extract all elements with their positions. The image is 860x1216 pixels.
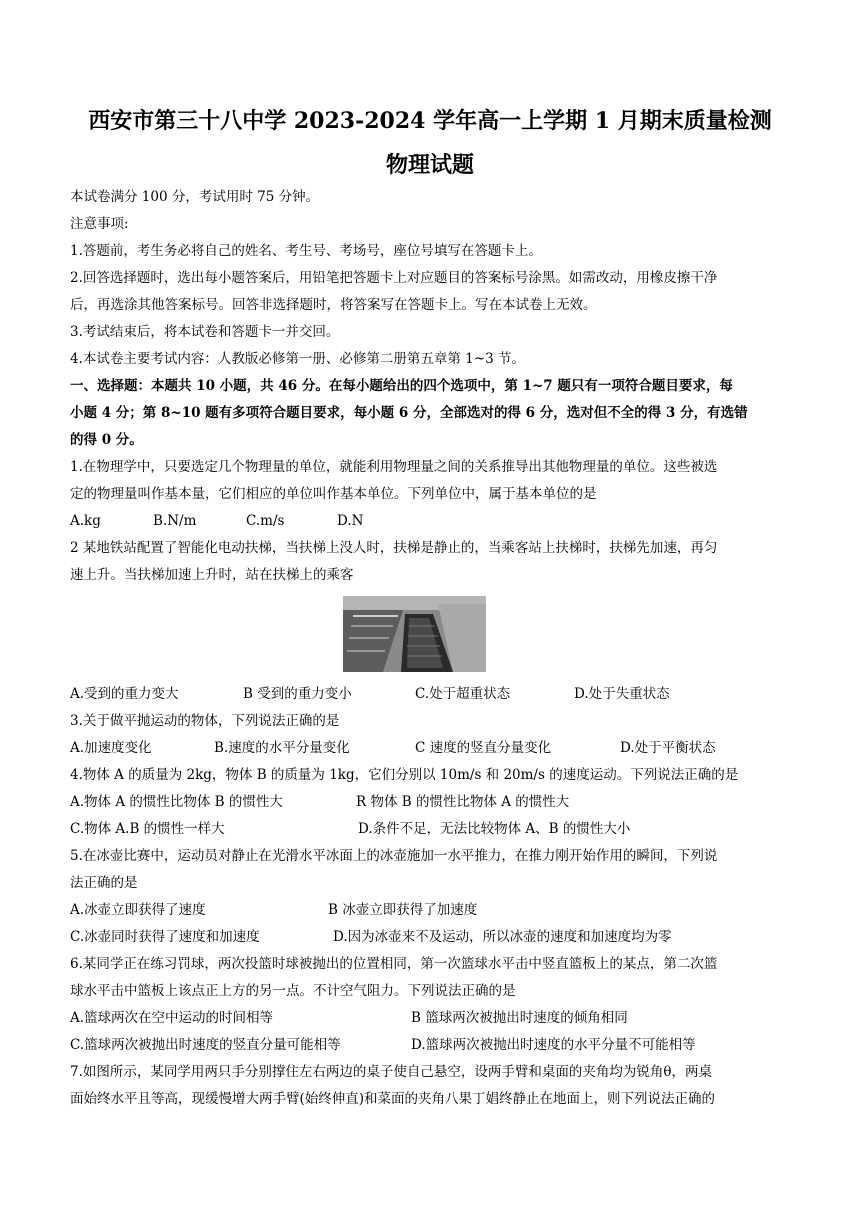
notice-line: 2.回答选择题时，选出每小题答案后，用铅笔把答题卡上对应题目的答案标号涂黑。如需改动，用橡皮擦干净: [70, 270, 718, 286]
question-text: 面始终水平且等高，现缓慢增大两手臂(始终伸直)和菜面的夹角八果丁娼终静止在地面上，则下列说法正确的: [70, 1091, 716, 1107]
option-b: B.速度的水平分量变化: [214, 740, 350, 756]
notice-heading: 注意事项:: [70, 216, 129, 232]
option-c: C.冰壶同时获得了速度和加速度: [70, 929, 260, 945]
question-text: 2 某地铁站配置了智能化电动扶梯，当扶梯上没人时，扶梯是静止的，当乘客站上扶梯时，扶梯先加速，再匀: [70, 540, 718, 556]
page-subtitle: 物理试题: [385, 152, 474, 178]
question-text: 3.关于做平抛运动的物体，下列说法正确的是: [70, 713, 340, 729]
section-heading: 小题 4 分；第 8~10 题有多项符合题目要求，每小题 6 分，全部选对的得 6 分，选对但不全的得 3 分，有选错: [70, 405, 748, 421]
option-a: A.篮球两次在空中运动的时间相等: [70, 1010, 274, 1026]
option-c: C 速度的竖直分量变化: [415, 740, 552, 756]
section-heading: 一、选择题：本题共 10 小题，共 46 分。在每小题给出的四个选项中，第 1~7 题只有一项符合题目要求，每: [70, 378, 733, 394]
option-d: D.条件不足，无法比较物体 A、B 的惯性大小: [358, 821, 631, 837]
option-b: B 受到的重力变小: [243, 686, 352, 702]
escalator-photo: [343, 596, 486, 672]
option-a: A.受到的重力变大: [70, 686, 179, 702]
question-text: 速上升。当扶梯加速上升时，站在扶梯上的乘客: [70, 567, 354, 583]
notice-line: 4.本试卷主要考试内容：人教版必修第一册、必修第二册第五章第 1~3 节。: [70, 351, 525, 367]
section-heading: 的得 0 分。: [70, 432, 143, 448]
question-text: 法正确的是: [70, 875, 138, 891]
question-text: 4.物体 A 的质量为 2kg，物体 B 的质量为 1kg，它们分别以 10m/s 和 20m/s 的速度运动。下列说法正确的是: [70, 767, 739, 783]
option-b: R 物体 B 的惯性比物体 A 的惯性大: [356, 794, 570, 810]
notice-line: 1.答题前，考生务必将自己的姓名、考生号、考场号，座位号填写在答题卡上。: [70, 243, 542, 259]
option-b: B.N/m: [153, 513, 197, 529]
notice-line: 后，再选涂其他答案标号。回答非选择题时，将答案写在答题卡上。写在本试卷上无效。: [70, 297, 597, 313]
option-b: B 篮球两次被抛出时速度的倾角相同: [411, 1010, 628, 1026]
option-d: D.处于平衡状态: [620, 740, 716, 756]
option-c: C.m/s: [246, 513, 285, 529]
question-text: 6.某同学正在练习罚球，两次投篮时球被抛出的位置相同，第一次篮球水平击中竖直篮板上的某点，第二次篮: [70, 956, 718, 972]
option-a: A.kg: [70, 513, 101, 529]
option-c: C.处于超重状态: [415, 686, 511, 702]
option-d: D.处于失重状态: [574, 686, 670, 702]
intro-text: 本试卷满分 100 分，考试用时 75 分钟。: [70, 189, 320, 205]
option-b: B 冰壶立即获得了加速度: [328, 902, 478, 918]
question-text: 定的物理量叫作基本量，它们相应的单位叫作基本单位。下列单位中，属于基本单位的是: [70, 486, 597, 502]
option-c: C.篮球两次被抛出时速度的竖直分量可能相等: [70, 1037, 341, 1053]
page-title: 西安市第三十八中学 2023-2024 学年高一上学期 1 月期末质量检测: [88, 108, 772, 134]
option-a: A.加速度变化: [70, 740, 152, 756]
option-d: D.因为冰壶来不及运动，所以冰壶的速度和加速度均为零: [333, 929, 672, 945]
option-a: A.冰壶立即获得了速度: [70, 902, 206, 918]
question-text: 7.如图所示，某同学用两只手分别撑住左右两边的桌子使自己悬空，设两手臂和桌面的夹角均为锐角θ，两桌: [70, 1064, 713, 1080]
question-text: 1.在物理学中，只要选定几个物理量的单位，就能利用物理量之间的关系推导出其他物理量的单位。这些被选: [70, 459, 718, 475]
option-a: A.物体 A 的惯性比物体 B 的惯性大: [70, 794, 283, 810]
option-d: D.篮球两次被抛出时速度的水平分量不可能相等: [411, 1037, 696, 1053]
question-text: 5.在冰壶比赛中，运动员对静止在光滑水平冰面上的冰壶施加一水平推力，在推力刚开始作用的瞬间，下列说: [70, 848, 718, 864]
question-text: 球水平击中篮板上该点正上方的另一点。不计空气阻力。下列说法正确的是: [70, 983, 516, 999]
notice-line: 3.考试结束后，将本试卷和答题卡一并交回。: [70, 324, 340, 340]
option-c: C.物体 A.B 的惯性一样大: [70, 821, 225, 837]
option-d: D.N: [337, 513, 364, 529]
